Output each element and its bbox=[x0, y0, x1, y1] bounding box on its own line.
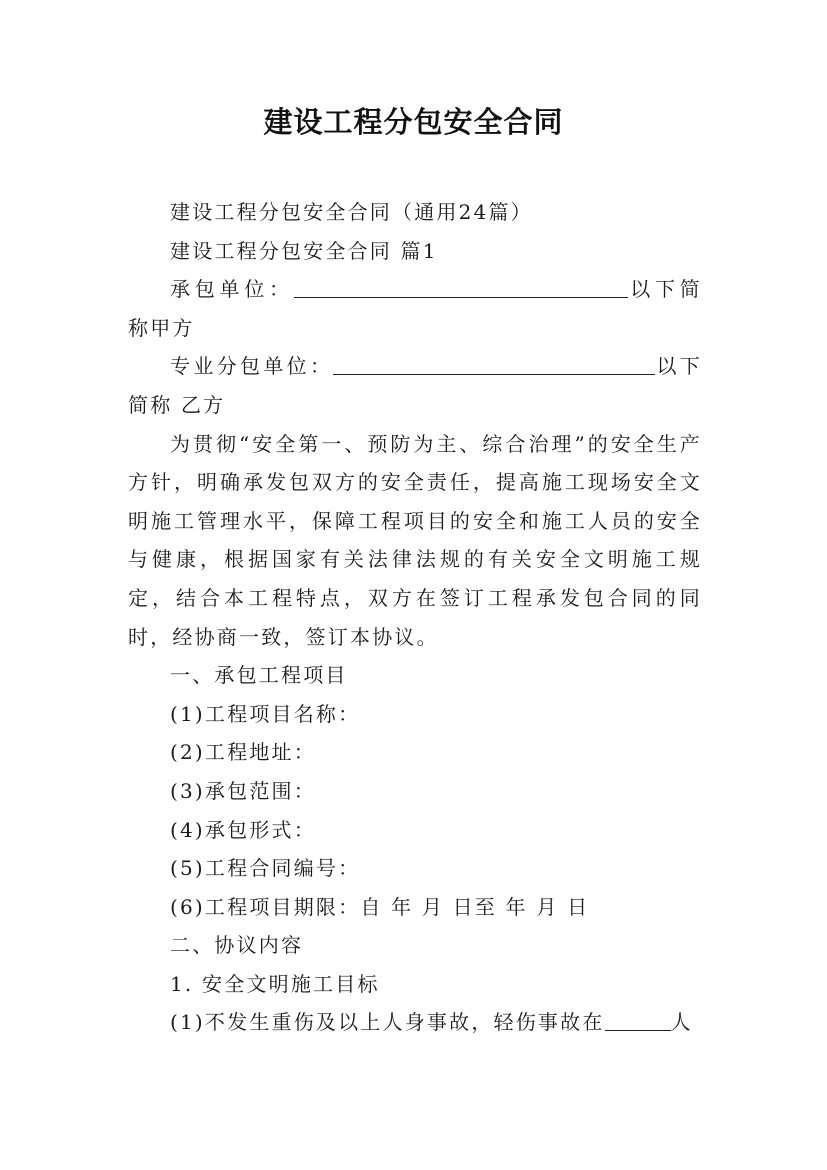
goal-1-prefix: (1)不发生重伤及以上人身事故，轻伤事故在 bbox=[170, 1010, 605, 1035]
subsection-1-heading: 1. 安全文明施工目标 bbox=[170, 971, 380, 996]
subcontractor-line bbox=[128, 347, 702, 424]
list-item: (6)工程项目期限：自 年 月 日至 年 月 日 bbox=[170, 894, 590, 919]
list-item: (2)工程地址： bbox=[170, 740, 316, 765]
contractor-label: 承包单位： bbox=[170, 277, 294, 302]
list-item: (1)工程项目名称： bbox=[170, 701, 361, 726]
goal-1-blank bbox=[605, 1006, 671, 1031]
document-body bbox=[128, 193, 702, 1042]
contractor-suffix: 以下简称甲方 bbox=[128, 277, 702, 340]
list-item: (5)工程合同编号： bbox=[170, 856, 361, 881]
goal-1-suffix: 人 bbox=[670, 1010, 693, 1035]
section-1-heading: 一、承包工程项目 bbox=[170, 663, 348, 688]
intro-paragraph: 为贯彻“安全第一、预防为主、综合治理”的安全生产方针，明确承发包双方的安全责任，提高施工现场安全文明施工管理水平，保障工程项目的安全和施工人员的安全与健康，根据国家有关法律法规的有关安全文明施工规定，结合本工程特点，双方在签订工程承发包合同的同时，经协商一致，签订本协议。 bbox=[128, 431, 702, 649]
subtitle-line: 建设工程分包安全合同（通用24篇） bbox=[170, 200, 533, 224]
document-title: 建设工程分包安全合同 bbox=[263, 105, 564, 139]
contractor-line bbox=[128, 270, 702, 347]
subcontractor-suffix: 以下简称 乙方 bbox=[128, 354, 702, 417]
section-2-heading: 二、协议内容 bbox=[170, 933, 304, 958]
list-item: (4)承包形式： bbox=[170, 817, 316, 842]
goal-1-line bbox=[128, 1003, 702, 1042]
part-heading: 建设工程分包安全合同 篇1 bbox=[170, 238, 438, 263]
list-item: (3)承包范围： bbox=[170, 778, 316, 803]
subcontractor-label: 专业分包单位： bbox=[170, 354, 334, 379]
contractor-blank bbox=[294, 273, 628, 298]
subcontractor-blank bbox=[333, 350, 655, 375]
